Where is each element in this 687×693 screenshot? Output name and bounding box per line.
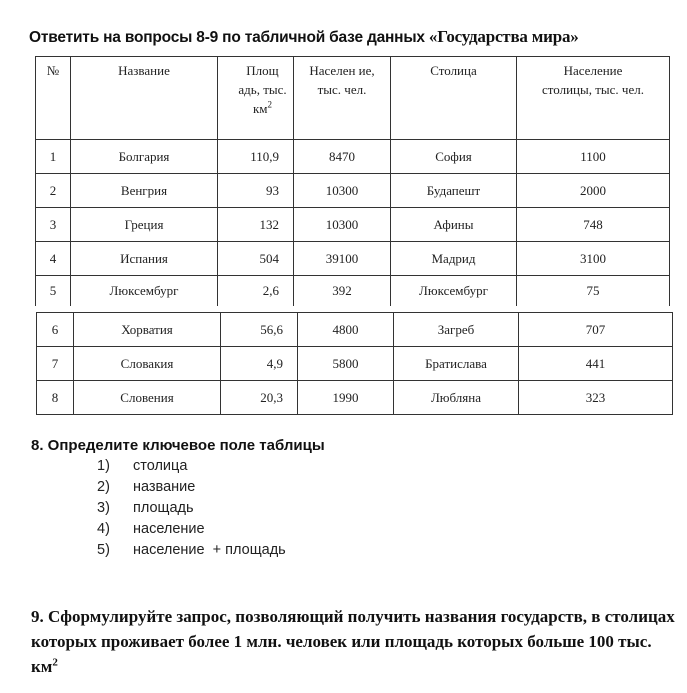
cell-capital: Загреб bbox=[394, 313, 519, 347]
cell-area: 20,3 bbox=[221, 381, 298, 415]
cell-name: Хорватия bbox=[74, 313, 221, 347]
cell-capital-population: 2000 bbox=[517, 174, 670, 208]
option-number: 4) bbox=[97, 521, 110, 537]
table-row bbox=[36, 174, 670, 208]
option-item bbox=[97, 519, 286, 540]
cell-capital-population: 707 bbox=[519, 313, 673, 347]
header-population: Населен ие, тыс. чел. bbox=[294, 57, 391, 140]
question-9-sup: 2 bbox=[52, 656, 58, 669]
option-item bbox=[97, 540, 286, 561]
cell-area: 4,9 bbox=[221, 347, 298, 381]
table-row bbox=[36, 140, 670, 174]
option-item bbox=[97, 456, 286, 477]
cell-num: 7 bbox=[37, 347, 74, 381]
header-area-sup: 2 bbox=[267, 99, 273, 110]
option-number: 1) bbox=[97, 458, 110, 474]
header-area-text: Площ адь, тыс. км bbox=[238, 63, 287, 116]
cell-num: 5 bbox=[36, 276, 71, 307]
option-label: столица bbox=[133, 458, 188, 474]
option-number: 3) bbox=[97, 500, 110, 516]
question-8: 8. Определите ключевое поле таблицы bbox=[31, 437, 325, 454]
cell-name: Болгария bbox=[71, 140, 218, 174]
table-row bbox=[37, 347, 673, 381]
cell-num: 6 bbox=[37, 313, 74, 347]
cell-capital-population: 441 bbox=[519, 347, 673, 381]
table-header-row bbox=[36, 57, 670, 140]
header-capital-population: Население столицы, тыс. чел. bbox=[517, 57, 670, 140]
cell-num: 1 bbox=[36, 140, 71, 174]
option-label: население + площадь bbox=[133, 542, 286, 558]
cell-population: 39100 bbox=[294, 242, 391, 276]
cell-num: 2 bbox=[36, 174, 71, 208]
cell-name: Венгрия bbox=[71, 174, 218, 208]
header-name: Название bbox=[71, 57, 218, 140]
cell-area: 132 bbox=[218, 208, 294, 242]
cell-population: 4800 bbox=[298, 313, 394, 347]
table-row bbox=[36, 242, 670, 276]
option-item bbox=[97, 498, 286, 519]
cell-area: 56,6 bbox=[221, 313, 298, 347]
cell-num: 8 bbox=[37, 381, 74, 415]
title-text: Ответить на вопросы 8-9 по табличной базе данных bbox=[29, 29, 429, 46]
cell-population: 1990 bbox=[298, 381, 394, 415]
cell-area: 110,9 bbox=[218, 140, 294, 174]
cell-capital: Афины bbox=[391, 208, 517, 242]
cell-capital: София bbox=[391, 140, 517, 174]
cell-population: 8470 bbox=[294, 140, 391, 174]
cell-capital-population: 323 bbox=[519, 381, 673, 415]
option-label: название bbox=[133, 479, 196, 495]
option-number: 5) bbox=[97, 542, 110, 558]
option-label: площадь bbox=[133, 500, 194, 516]
cell-population: 5800 bbox=[298, 347, 394, 381]
option-label: население bbox=[133, 521, 205, 537]
cell-capital: Братислава bbox=[394, 347, 519, 381]
cell-population: 10300 bbox=[294, 174, 391, 208]
cell-num: 3 bbox=[36, 208, 71, 242]
cell-capital-population: 3100 bbox=[517, 242, 670, 276]
cell-name: Люксембург bbox=[71, 276, 218, 307]
table-row bbox=[37, 381, 673, 415]
table-row bbox=[37, 313, 673, 347]
countries-table-continued bbox=[36, 312, 673, 415]
cell-capital: Мадрид bbox=[391, 242, 517, 276]
cell-capital: Любляна bbox=[394, 381, 519, 415]
cell-capital-population: 1100 bbox=[517, 140, 670, 174]
cell-capital: Будапешт bbox=[391, 174, 517, 208]
cell-area: 2,6 bbox=[218, 276, 294, 307]
header-capital: Столица bbox=[391, 57, 517, 140]
cell-area: 93 bbox=[218, 174, 294, 208]
cell-name: Словакия bbox=[74, 347, 221, 381]
option-item bbox=[97, 477, 286, 498]
cell-name: Испания bbox=[71, 242, 218, 276]
question-8-options bbox=[97, 456, 286, 561]
table-row bbox=[36, 208, 670, 242]
header-area bbox=[218, 57, 294, 140]
database-name: «Государства мира» bbox=[428, 27, 579, 46]
cell-population: 10300 bbox=[294, 208, 391, 242]
question-9-text: 9. Сформулируйте запрос, позволяющий получить названия государств, в столицах которых проживает более 1 млн. человек или площадь которых больше 100 тыс. км bbox=[31, 607, 675, 676]
table-row bbox=[36, 276, 670, 307]
page-title bbox=[29, 27, 579, 47]
question-9 bbox=[31, 604, 676, 679]
countries-table bbox=[35, 56, 670, 306]
cell-name: Словения bbox=[74, 381, 221, 415]
option-number: 2) bbox=[97, 479, 110, 495]
cell-capital: Люксембург bbox=[391, 276, 517, 307]
cell-population: 392 bbox=[294, 276, 391, 307]
cell-name: Греция bbox=[71, 208, 218, 242]
cell-capital-population: 75 bbox=[517, 276, 670, 307]
cell-num: 4 bbox=[36, 242, 71, 276]
cell-capital-population: 748 bbox=[517, 208, 670, 242]
cell-area: 504 bbox=[218, 242, 294, 276]
header-num: № bbox=[36, 57, 71, 140]
